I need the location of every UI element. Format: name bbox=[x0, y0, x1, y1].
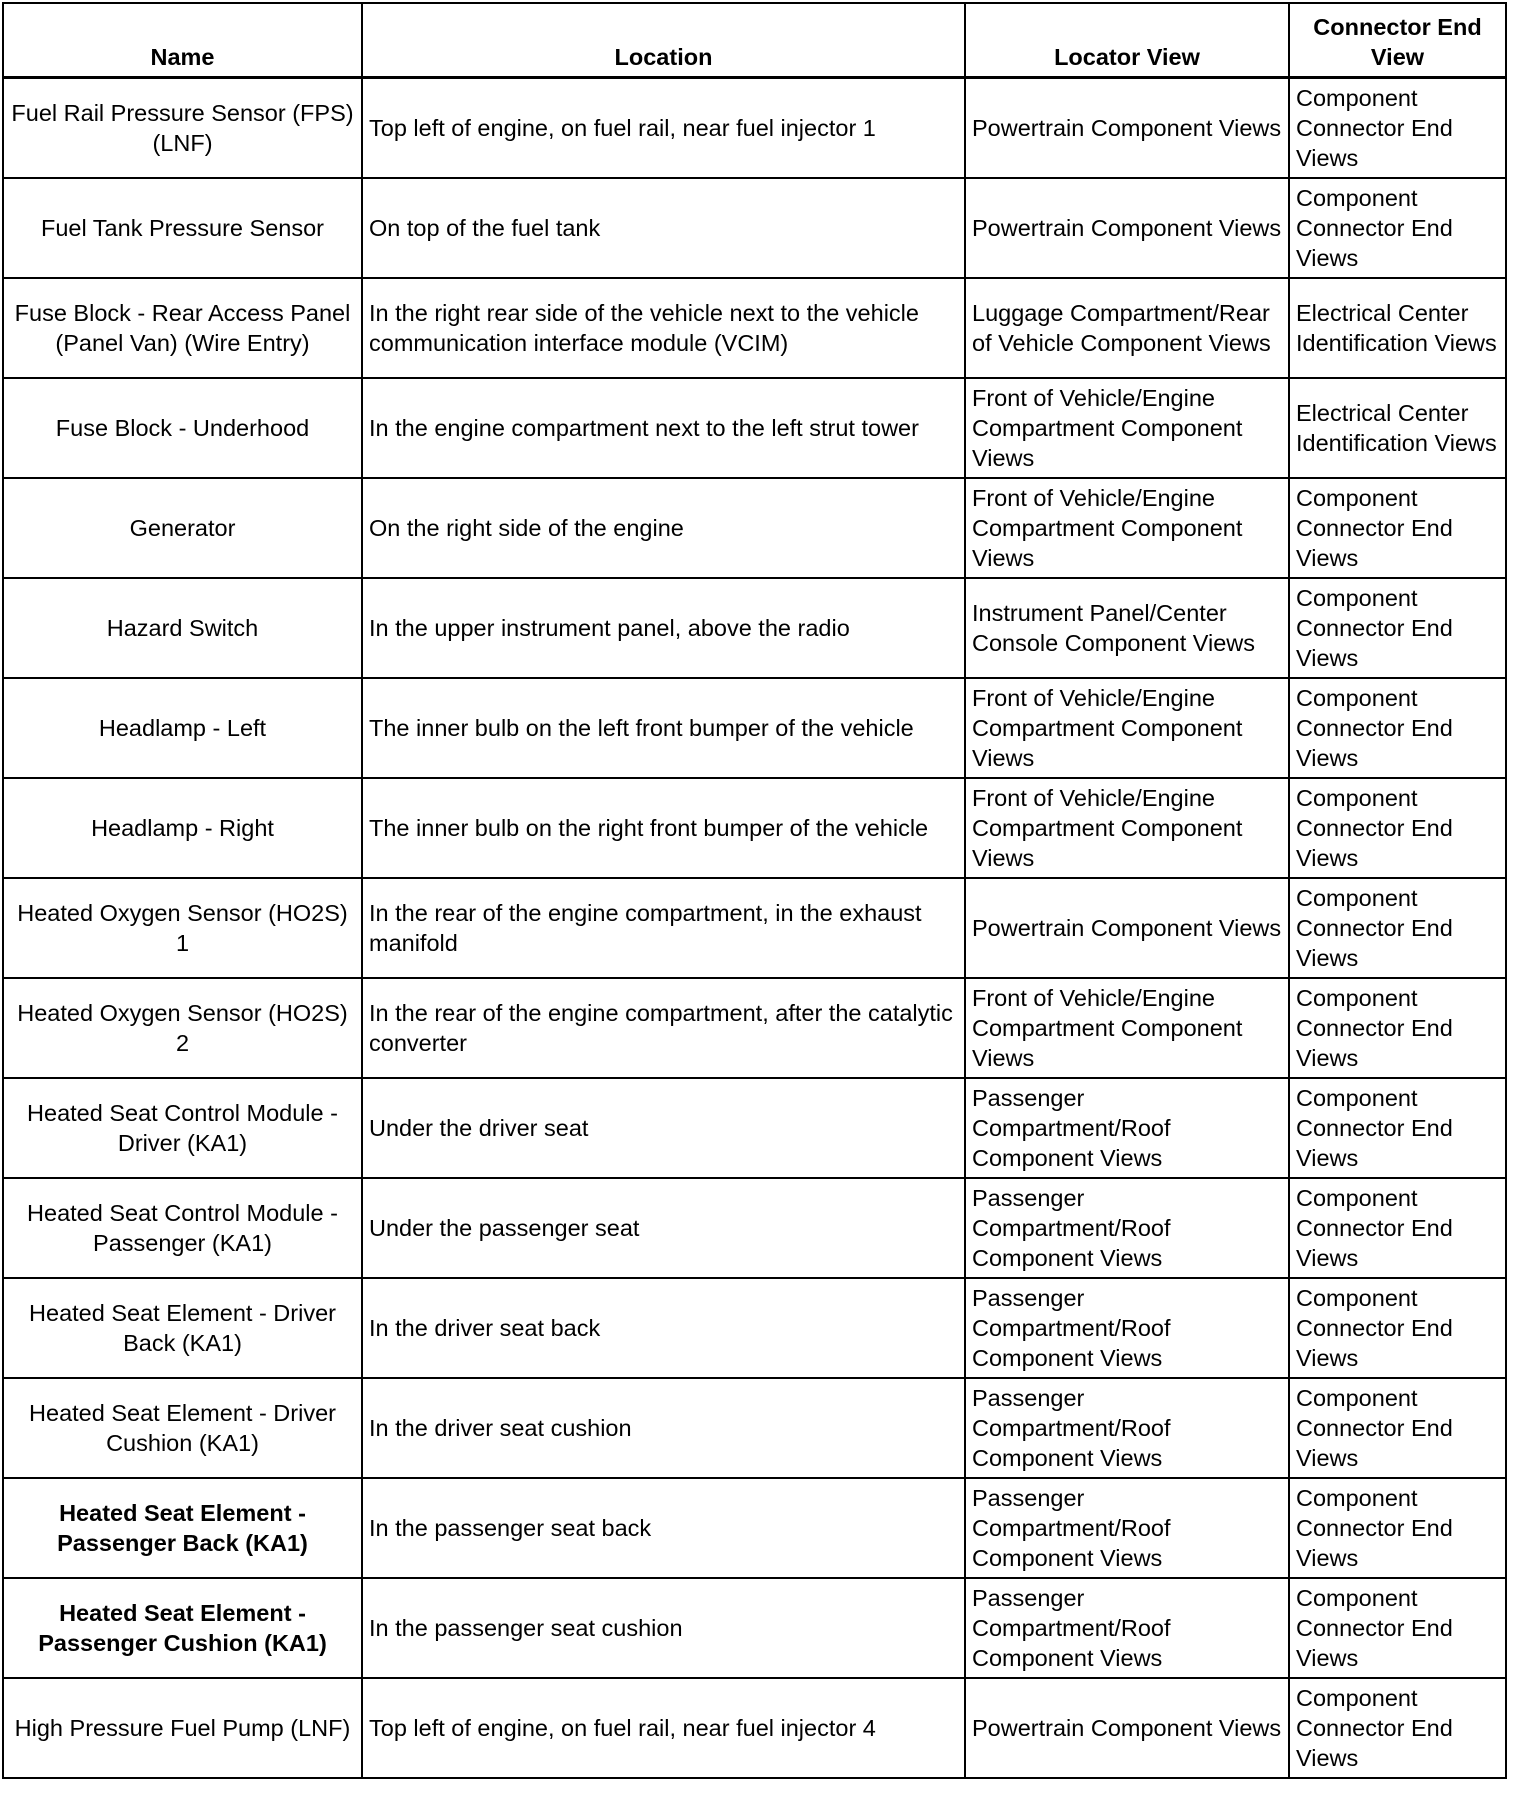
cell-connector-end-view: Component Connector End Views bbox=[1289, 478, 1506, 578]
table-row bbox=[3, 578, 1506, 678]
cell-locator-view: Passenger Compartment/Roof Component Views bbox=[965, 1278, 1289, 1378]
cell-name: Fuse Block - Rear Access Panel (Panel Van) (Wire Entry) bbox=[3, 278, 362, 378]
cell-connector-end-view: Component Connector End Views bbox=[1289, 1078, 1506, 1178]
cell-location: In the engine compartment next to the left strut tower bbox=[362, 378, 965, 478]
cell-connector-end-view: Component Connector End Views bbox=[1289, 778, 1506, 878]
cell-name: Heated Oxygen Sensor (HO2S) 1 bbox=[3, 878, 362, 978]
cell-name: Generator bbox=[3, 478, 362, 578]
cell-location: Top left of engine, on fuel rail, near fuel injector 1 bbox=[362, 78, 965, 179]
cell-name: Heated Seat Element - Passenger Back (KA1) bbox=[3, 1478, 362, 1578]
table-row bbox=[3, 1278, 1506, 1378]
cell-locator-view: Front of Vehicle/Engine Compartment Component Views bbox=[965, 978, 1289, 1078]
cell-locator-view: Passenger Compartment/Roof Component Views bbox=[965, 1078, 1289, 1178]
cell-connector-end-view: Component Connector End Views bbox=[1289, 1278, 1506, 1378]
cell-name: High Pressure Fuel Pump (LNF) bbox=[3, 1678, 362, 1778]
table-row bbox=[3, 878, 1506, 978]
cell-name: Fuel Tank Pressure Sensor bbox=[3, 178, 362, 278]
header-name: Name bbox=[3, 3, 362, 78]
table-row bbox=[3, 978, 1506, 1078]
cell-locator-view: Front of Vehicle/Engine Compartment Component Views bbox=[965, 678, 1289, 778]
table-header-row bbox=[3, 3, 1506, 78]
cell-name: Fuse Block - Underhood bbox=[3, 378, 362, 478]
cell-name: Heated Oxygen Sensor (HO2S) 2 bbox=[3, 978, 362, 1078]
cell-location: Top left of engine, on fuel rail, near fuel injector 4 bbox=[362, 1678, 965, 1778]
table-row bbox=[3, 178, 1506, 278]
table-body bbox=[3, 78, 1506, 1779]
table-row bbox=[3, 478, 1506, 578]
cell-connector-end-view: Component Connector End Views bbox=[1289, 78, 1506, 179]
table-row bbox=[3, 278, 1506, 378]
table-row bbox=[3, 1078, 1506, 1178]
cell-location: In the rear of the engine compartment, after the catalytic converter bbox=[362, 978, 965, 1078]
cell-connector-end-view: Component Connector End Views bbox=[1289, 1378, 1506, 1478]
cell-connector-end-view: Component Connector End Views bbox=[1289, 578, 1506, 678]
cell-locator-view: Powertrain Component Views bbox=[965, 878, 1289, 978]
header-location: Location bbox=[362, 3, 965, 78]
cell-location: Under the passenger seat bbox=[362, 1178, 965, 1278]
cell-location: In the upper instrument panel, above the radio bbox=[362, 578, 965, 678]
cell-connector-end-view: Component Connector End Views bbox=[1289, 1478, 1506, 1578]
cell-connector-end-view: Electrical Center Identification Views bbox=[1289, 378, 1506, 478]
cell-name: Heated Seat Control Module - Driver (KA1) bbox=[3, 1078, 362, 1178]
cell-location: In the driver seat cushion bbox=[362, 1378, 965, 1478]
cell-name: Fuel Rail Pressure Sensor (FPS) (LNF) bbox=[3, 78, 362, 179]
cell-location: In the right rear side of the vehicle next to the vehicle communication interface module (VCIM) bbox=[362, 278, 965, 378]
cell-locator-view: Front of Vehicle/Engine Compartment Component Views bbox=[965, 378, 1289, 478]
cell-name: Heated Seat Element - Driver Back (KA1) bbox=[3, 1278, 362, 1378]
cell-connector-end-view: Component Connector End Views bbox=[1289, 678, 1506, 778]
cell-locator-view: Passenger Compartment/Roof Component Views bbox=[965, 1178, 1289, 1278]
cell-locator-view: Front of Vehicle/Engine Compartment Component Views bbox=[965, 478, 1289, 578]
table-row bbox=[3, 1478, 1506, 1578]
cell-name: Heated Seat Element - Driver Cushion (KA1) bbox=[3, 1378, 362, 1478]
cell-name: Heated Seat Control Module - Passenger (KA1) bbox=[3, 1178, 362, 1278]
cell-connector-end-view: Component Connector End Views bbox=[1289, 1578, 1506, 1678]
cell-location: On top of the fuel tank bbox=[362, 178, 965, 278]
cell-name: Heated Seat Element - Passenger Cushion (KA1) bbox=[3, 1578, 362, 1678]
cell-locator-view: Front of Vehicle/Engine Compartment Component Views bbox=[965, 778, 1289, 878]
cell-locator-view: Passenger Compartment/Roof Component Views bbox=[965, 1578, 1289, 1678]
cell-locator-view: Luggage Compartment/Rear of Vehicle Component Views bbox=[965, 278, 1289, 378]
table-row bbox=[3, 378, 1506, 478]
table-row bbox=[3, 778, 1506, 878]
cell-location: The inner bulb on the right front bumper of the vehicle bbox=[362, 778, 965, 878]
cell-connector-end-view: Component Connector End Views bbox=[1289, 878, 1506, 978]
cell-connector-end-view: Electrical Center Identification Views bbox=[1289, 278, 1506, 378]
header-connector-end-view: Connector End View bbox=[1289, 3, 1506, 78]
cell-location: The inner bulb on the left front bumper of the vehicle bbox=[362, 678, 965, 778]
table-row bbox=[3, 1178, 1506, 1278]
cell-name: Headlamp - Left bbox=[3, 678, 362, 778]
table-row bbox=[3, 678, 1506, 778]
cell-location: In the passenger seat back bbox=[362, 1478, 965, 1578]
cell-connector-end-view: Component Connector End Views bbox=[1289, 1178, 1506, 1278]
cell-connector-end-view: Component Connector End Views bbox=[1289, 978, 1506, 1078]
header-locator-view: Locator View bbox=[965, 3, 1289, 78]
cell-location: In the rear of the engine compartment, in the exhaust manifold bbox=[362, 878, 965, 978]
cell-name: Hazard Switch bbox=[3, 578, 362, 678]
cell-location: In the passenger seat cushion bbox=[362, 1578, 965, 1678]
cell-locator-view: Passenger Compartment/Roof Component Views bbox=[965, 1478, 1289, 1578]
table-row bbox=[3, 78, 1506, 179]
component-locator-table bbox=[2, 2, 1507, 1779]
cell-locator-view: Powertrain Component Views bbox=[965, 1678, 1289, 1778]
cell-location: On the right side of the engine bbox=[362, 478, 965, 578]
table-row bbox=[3, 1578, 1506, 1678]
cell-name: Headlamp - Right bbox=[3, 778, 362, 878]
cell-locator-view: Instrument Panel/Center Console Component Views bbox=[965, 578, 1289, 678]
cell-location: In the driver seat back bbox=[362, 1278, 965, 1378]
cell-locator-view: Powertrain Component Views bbox=[965, 178, 1289, 278]
cell-locator-view: Passenger Compartment/Roof Component Views bbox=[965, 1378, 1289, 1478]
table-row bbox=[3, 1378, 1506, 1478]
cell-location: Under the driver seat bbox=[362, 1078, 965, 1178]
cell-connector-end-view: Component Connector End Views bbox=[1289, 1678, 1506, 1778]
table-row bbox=[3, 1678, 1506, 1778]
cell-locator-view: Powertrain Component Views bbox=[965, 78, 1289, 179]
cell-connector-end-view: Component Connector End Views bbox=[1289, 178, 1506, 278]
